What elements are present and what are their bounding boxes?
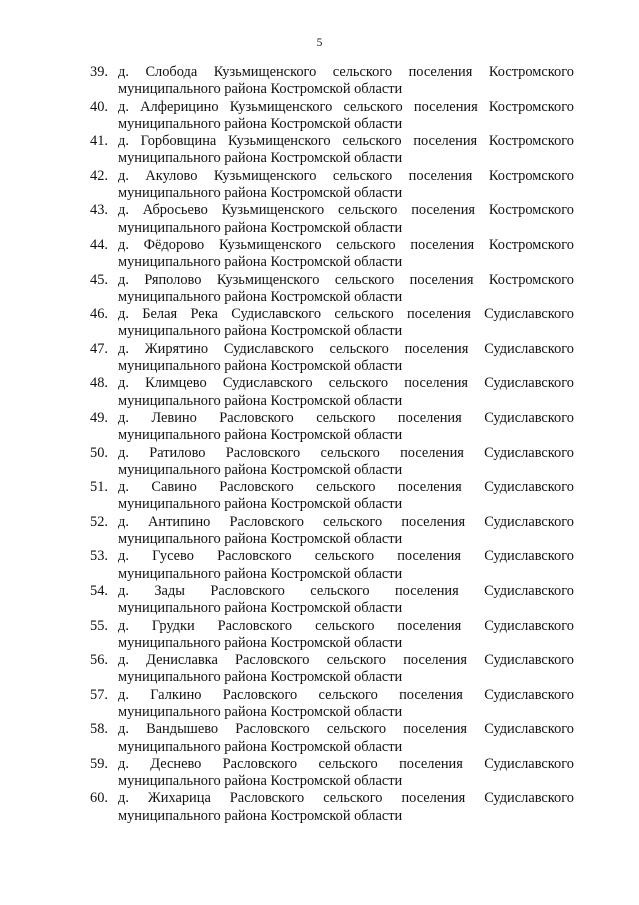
list-item [90,341,574,376]
item-line-2: муниципального района Костромской области [118,669,403,686]
item-line-2: муниципального района Костромской области [118,150,403,167]
item-text [118,790,574,825]
item-line-2: муниципального района Костромской области [118,565,403,582]
item-text [118,237,574,272]
item-line-1: д. Грудки Расловского сельского поселения Судиславского [118,617,574,634]
list-item [90,306,574,341]
list-item [90,410,574,445]
item-number: 46. [90,306,108,323]
item-line-1: д. Вандышево Расловского сельского поселения Судиславского [118,721,574,738]
list-item [90,721,574,756]
item-line-1: д. Ряполово Кузьмищенского сельского поселения Костромского [118,271,574,288]
item-number: 53. [90,548,108,565]
item-text [118,133,574,168]
item-line-1: д. Галкино Расловского сельского поселения Судиславского [118,686,574,703]
item-number: 43. [90,202,108,219]
list-item [90,583,574,618]
item-line-2: муниципального района Костромской области [118,773,403,790]
item-number: 57. [90,686,108,703]
item-line-1: д. Жихарица Расловского сельского поселения Судиславского [118,790,574,807]
item-line-1: д. Ратилово Расловского сельского поселения Судиславского [118,444,574,461]
item-line-2: муниципального района Костромской области [118,600,403,617]
item-number: 59. [90,755,108,772]
item-number: 55. [90,617,108,634]
item-text [118,272,574,307]
item-text [118,514,574,549]
list-item [90,272,574,307]
list-item [90,652,574,687]
item-text [118,168,574,203]
item-number: 41. [90,133,108,150]
item-number: 50. [90,444,108,461]
list-item [90,375,574,410]
item-line-1: д. Антипино Расловского сельского поселения Судиславского [118,513,574,530]
item-number: 49. [90,409,108,426]
item-number: 51. [90,479,108,496]
item-number: 52. [90,513,108,530]
item-text [118,99,574,134]
item-number: 44. [90,236,108,253]
item-number: 56. [90,652,108,669]
item-number: 60. [90,790,108,807]
item-line-1: д. Алферицино Кузьмищенского сельского поселения Костромского [118,98,574,115]
item-line-2: муниципального района Костромской области [118,288,403,305]
page-number: 5 [316,37,323,49]
item-line-2: муниципального района Костромской области [118,496,403,513]
list-item [90,618,574,653]
item-line-2: муниципального района Костромской области [118,634,403,651]
item-text [118,445,574,480]
item-text [118,306,574,341]
item-number: 48. [90,375,108,392]
item-line-2: муниципального района Костромской области [118,392,403,409]
item-number: 42. [90,167,108,184]
item-line-2: муниципального района Костромской области [118,427,403,444]
item-line-2: муниципального района Костромской области [118,703,403,720]
item-text [118,479,574,514]
item-line-2: муниципального района Костромской области [118,219,403,236]
item-line-1: д. Савино Расловского сельского поселения Судиславского [118,479,574,496]
item-text [118,687,574,722]
item-line-1: д. Горбовщина Кузьмищенского сельского поселения Костромского [118,133,574,150]
item-line-2: муниципального района Костромской области [118,81,403,98]
item-text [118,583,574,618]
item-number: 40. [90,98,108,115]
list-item [90,756,574,791]
item-line-2: муниципального района Костромской области [118,531,403,548]
settlement-list [90,64,574,825]
list-item [90,64,574,99]
item-line-1: д. Климцево Судиславского сельского поселения Судиславского [118,375,574,392]
item-line-2: муниципального района Костромской области [118,358,403,375]
item-text [118,618,574,653]
item-line-1: д. Зады Расловского сельского поселения Судиславского [118,582,574,599]
item-number: 58. [90,721,108,738]
item-line-1: д. Дениславка Расловского сельского поселения Судиславского [118,652,574,669]
item-text [118,202,574,237]
item-text [118,721,574,756]
item-text [118,64,574,99]
item-line-1: д. Абросьево Кузьмищенского сельского поселения Костромского [118,202,574,219]
item-text [118,652,574,687]
item-line-1: д. Белая Река Судиславского сельского поселения Судиславского [118,306,574,323]
item-text [118,548,574,583]
list-item [90,548,574,583]
item-text [118,410,574,445]
list-item [90,790,574,825]
item-line-1: д. Слобода Кузьмищенского сельского поселения Костромского [118,64,574,80]
list-item [90,687,574,722]
list-item [90,168,574,203]
item-line-2: муниципального района Костромской области [118,461,403,478]
item-line-2: муниципального района Костромской области [118,185,403,202]
list-item [90,237,574,272]
item-line-2: муниципального района Костромской области [118,807,403,824]
item-line-1: д. Гусево Расловского сельского поселения Судиславского [118,548,574,565]
item-line-2: муниципального района Костромской области [118,323,403,340]
item-line-2: муниципального района Костромской области [118,254,403,271]
list-item [90,514,574,549]
item-text [118,341,574,376]
item-line-1: д. Акулово Кузьмищенского сельского поселения Костромского [118,167,574,184]
list-item [90,99,574,134]
item-text [118,756,574,791]
item-line-2: муниципального района Костромской области [118,115,403,132]
item-number: 39. [90,64,108,80]
item-line-1: д. Деснево Расловского сельского поселения Судиславского [118,755,574,772]
item-line-1: д. Жирятино Судиславского сельского поселения Судиславского [118,340,574,357]
item-number: 47. [90,340,108,357]
list-item [90,133,574,168]
item-number: 54. [90,582,108,599]
item-line-1: д. Фёдорово Кузьмищенского сельского поселения Костромского [118,236,574,253]
list-item [90,202,574,237]
list-item [90,445,574,480]
item-line-1: д. Левино Расловского сельского поселения Судиславского [118,409,574,426]
list-item [90,479,574,514]
item-line-2: муниципального района Костромской области [118,738,403,755]
item-number: 45. [90,271,108,288]
item-text [118,375,574,410]
